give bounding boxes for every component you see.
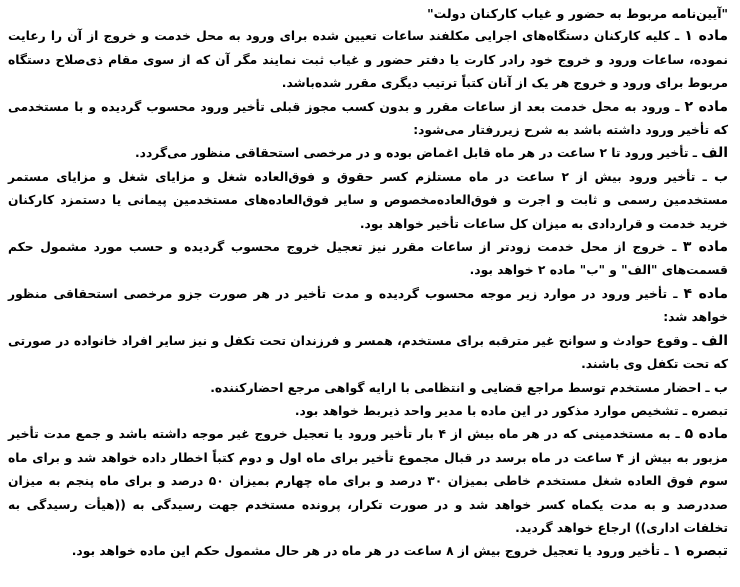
- article-4-clause-alef: [8, 330, 728, 377]
- clause-be-text: احضار مستخدم توسط مراجع قضایی و انتظامی با ارایه گواهی مرجع احضارکننده.: [210, 380, 702, 395]
- clause-alef-text: وقوع حوادث و سوانح غیر مترقبه برای مستخدم، همسر و فرزندان تحت تکفل و نیز سایر افراد خانواده در صورتی که تحت تکفل وی باشند.: [8, 333, 728, 372]
- label-separator: ـ: [688, 333, 702, 348]
- label-separator: ـ: [701, 380, 714, 395]
- note-1-label: تبصره ۱: [672, 543, 728, 560]
- article-4-text: تأخیر ورود در موارد زیر موجه محسوب گردیده و مدت تأخیر در هر صورت جزو مرخصی استحقاقی منظور خواهد شد:: [8, 286, 728, 325]
- note-1-text: تأخیر ورود یا تعجیل خروج بیش از ۸ ساعت در هر ماه در هر حال مشمول حکم این ماده خواهد بود.: [71, 544, 661, 559]
- article-5-label: ماده ۵: [684, 426, 729, 443]
- article-1: [8, 25, 728, 95]
- label-separator: ـ: [669, 29, 685, 44]
- article-4-clause-be: [8, 377, 728, 400]
- clause-alef-label: الف: [701, 145, 728, 162]
- note-text: تبصره ـ تشخیص موارد مذکور در این ماده با مدیر واحد ذیربط خواهد بود.: [294, 403, 728, 418]
- article-3-text: خروج از محل خدمت زودتر از ساعات مقرر نیز تعجیل خروج محسوب گردیده و حسب مورد مشمول حکم قسمت‌های "الف" و "ب" ماده ۲ خواهد بود.: [8, 240, 728, 278]
- article-2-clause-be: [8, 166, 728, 236]
- article-2-clause-alef: [8, 142, 728, 165]
- label-separator: ـ: [667, 286, 684, 301]
- label-separator: ـ: [660, 544, 673, 559]
- article-5: [8, 423, 728, 540]
- clause-be-label: ب: [713, 379, 728, 396]
- article-2-label: ماده ۲: [684, 98, 728, 115]
- article-1-text: کلیه کارکنان دستگاه‌های اجرایی مکلفند ساعات تعیین شده برای ورود به محل خدمت و خروج از آن را رعایت نموده، ساعات ورود و خروج خود رادر کارت یا دفتر حضور و غیاب ثبت نمایند مگر آن که از سوی مقام ذی‌صلاح دستگاه مربوط برای ورود و خروج هر یک از آنان کتباً ترتیب دیگری مقرر شده‌باشد.: [8, 29, 728, 91]
- article-4-note: [8, 400, 728, 423]
- article-5-text: به مستخدمینی که در هر ماه بیش از ۴ بار تأخیر ورود یا تعجیل خروج غیر موجه داشته باشد و جمع مدت تأخیر مزبور به بیش از ۴ ساعت در ماه برسد در قبال مجموع تأخیر برای ماه اول و دوم کتباً اخطار داده خواهد شد و برای ماه سوم فوق العاده شغل مستخدم خاطی بمیزان ۳۰ درصد و برای ماه چهارم بمیزان ۵۰ درصد و برای ماه پنجم به میزان صددرصد و به مدت یکماه کسر خواهد شد و در صورت تکرار، پرونده مستخدم جهت رسیدگی به ((هیأت رسیدگی به تخلفات اداری)) ارجاع خواهد گردید.: [8, 427, 728, 535]
- label-separator: ـ: [665, 240, 683, 255]
- label-separator: ـ: [695, 169, 714, 184]
- article-4: [8, 283, 728, 330]
- clause-alef-text: تأخیر ورود تا ۲ ساعت در هر ماه قابل اغماض بوده و در مرخصی استحقاقی منظور می‌گردد.: [135, 146, 689, 161]
- document-title: "آیین‌نامه مربوط به حضور و غیاب کارکنان دولت": [427, 6, 728, 21]
- clause-be-text: تأخیر ورود بیش از ۲ ساعت در ماه مستلزم کسر حقوق و فوق‌العاده شغل و مزایای شغل و مزایای مستمر مستخدمین رسمی و ثابت و اجرت و فوق‌العاده‌مخصوص و سایر فوق‌العاده‌های مستخدمین پیمانی یا دستمزد کارکنان خرید خدمت و قراردادی به میزان کل ساعات تأخیر خواهد بود.: [8, 169, 728, 231]
- label-separator: ـ: [688, 146, 702, 161]
- clause-alef-label: الف: [701, 332, 729, 349]
- article-3: [8, 236, 728, 283]
- label-separator: ـ: [670, 427, 685, 442]
- clause-be-label: ب: [713, 168, 729, 185]
- article-2: [8, 96, 728, 143]
- article-3-label: ماده ۳: [682, 239, 728, 256]
- label-separator: ـ: [670, 99, 685, 114]
- article-1-label: ماده ۱: [684, 28, 728, 45]
- article-5-note-1: [8, 540, 728, 563]
- article-2-text: ورود به محل خدمت بعد از ساعات مقرر و بدون کسب مجوز قبلی تأخیر ورود محسوب گردیده و با مستخدمی که تأخیر ورود داشته باشد به شرح زیررفتار می‌شود:: [8, 99, 728, 138]
- article-4-label: ماده ۴: [683, 285, 729, 302]
